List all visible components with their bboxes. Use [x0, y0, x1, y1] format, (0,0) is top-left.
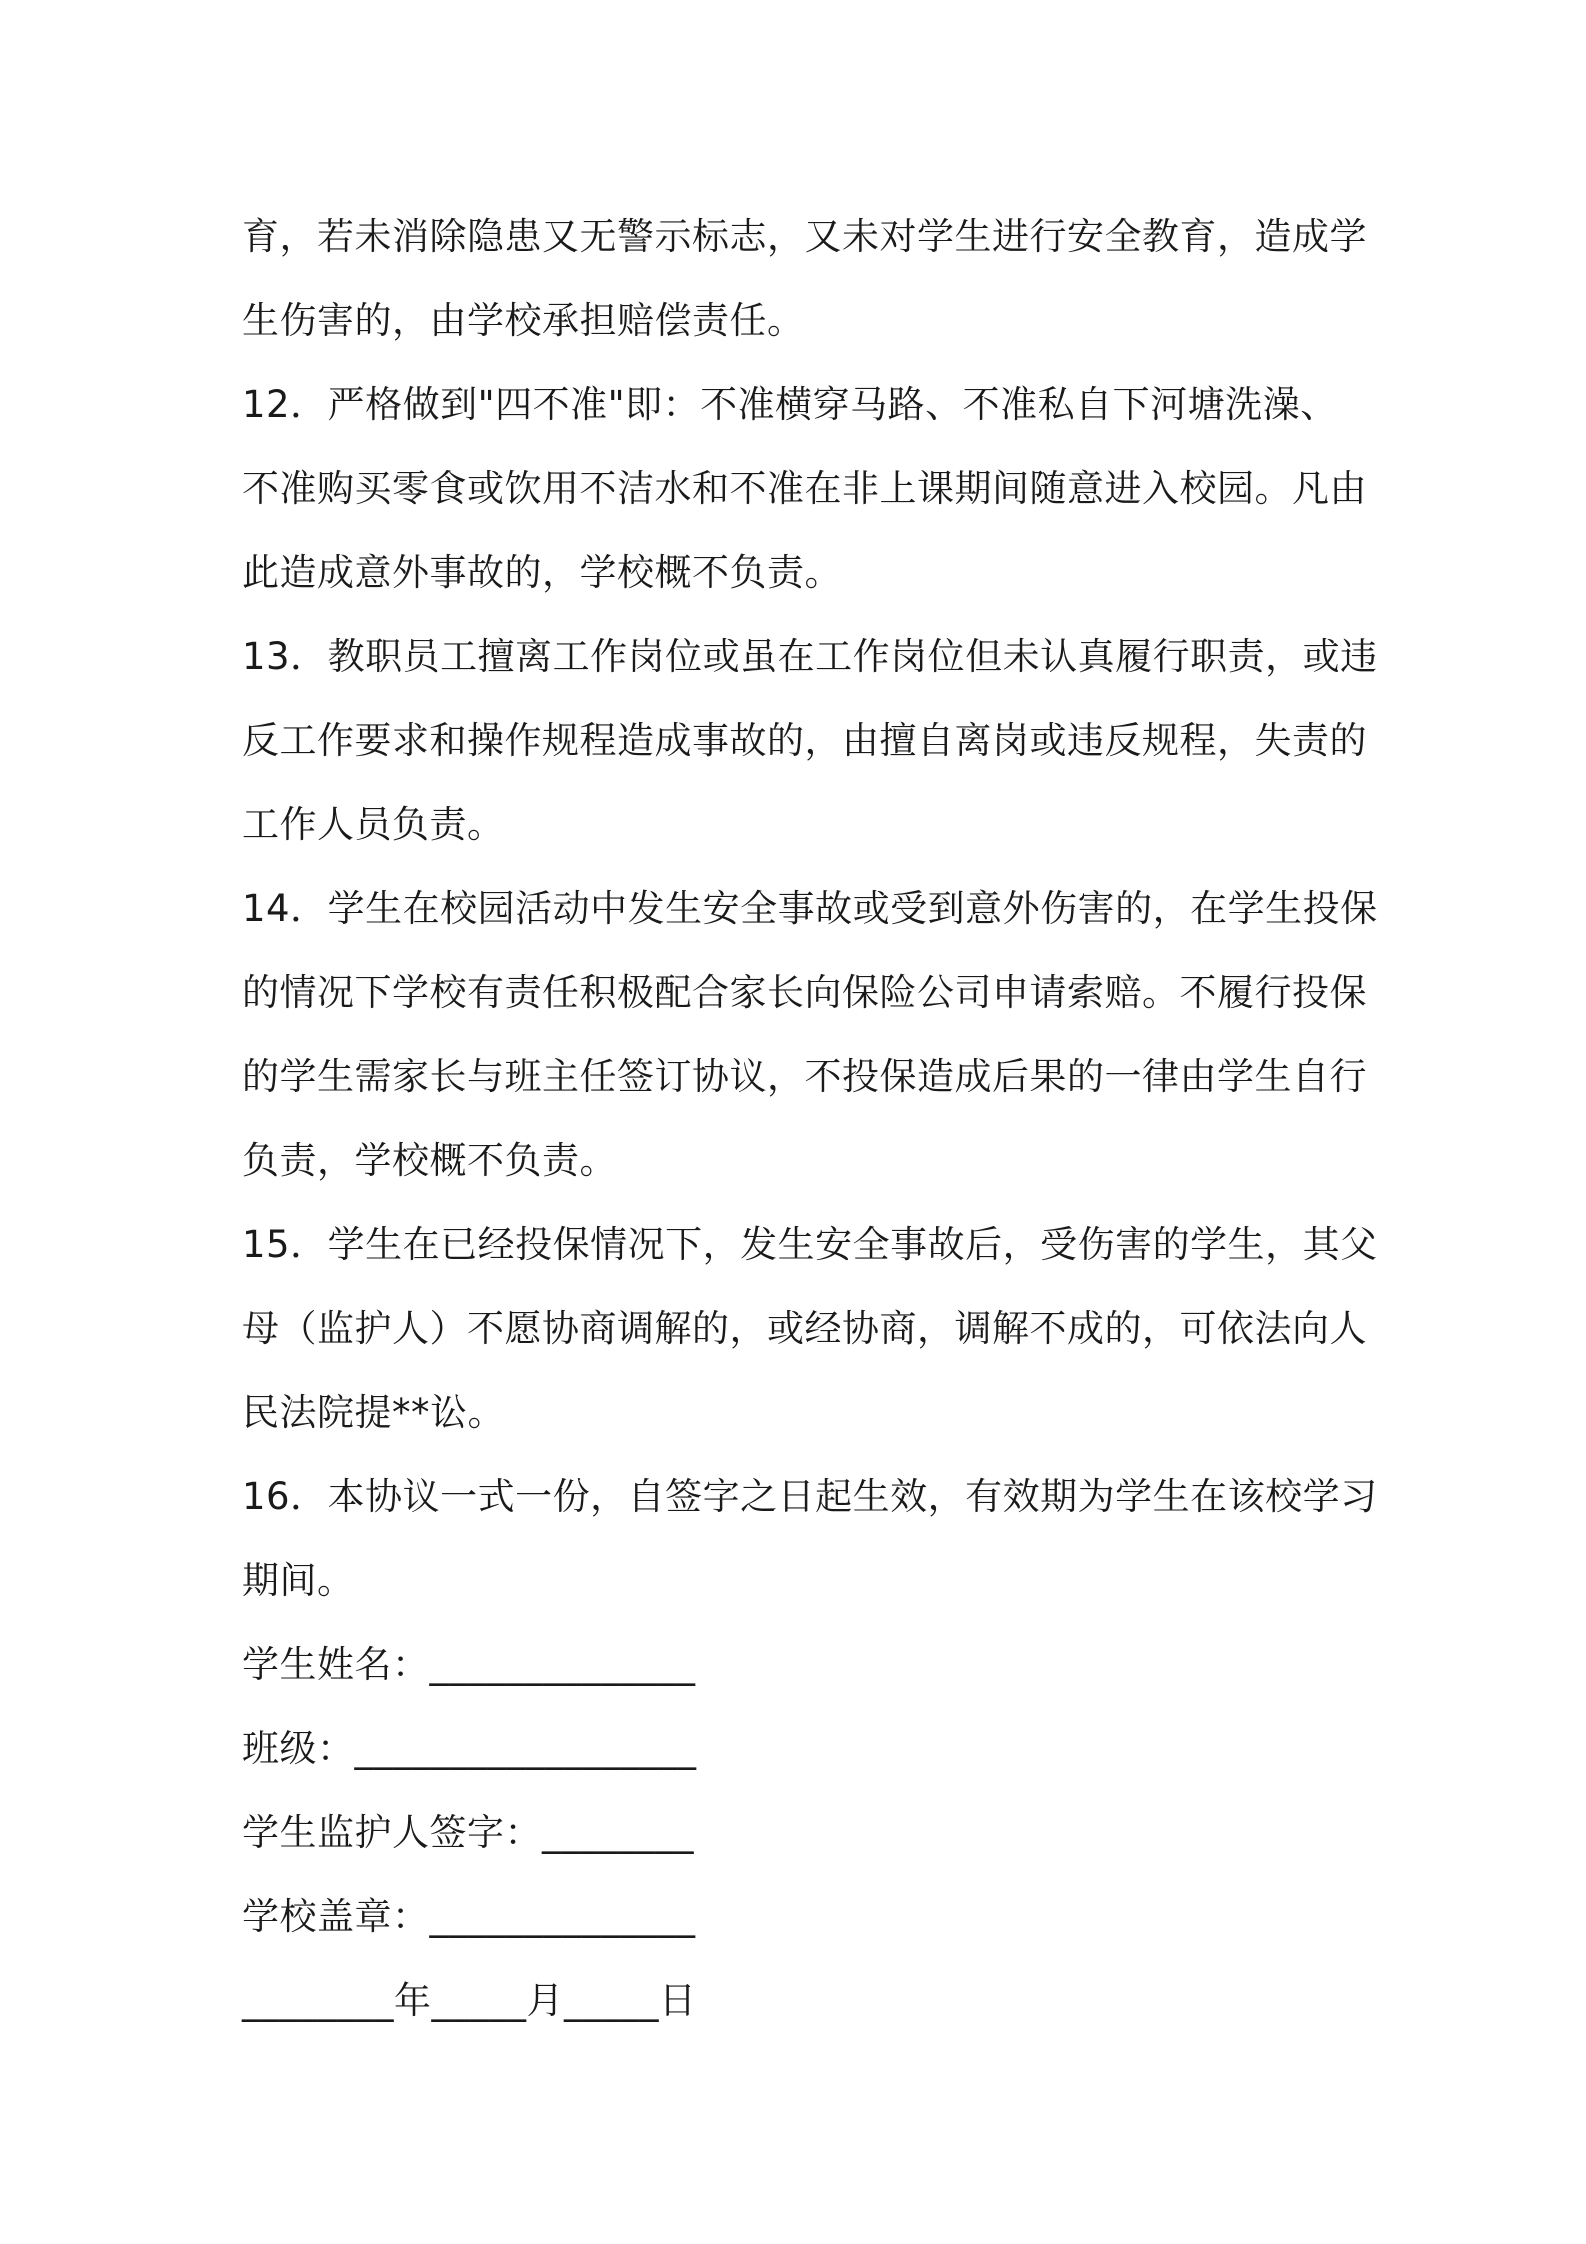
text-line: 母（监护人）不愿协商调解的，或经协商，调解不成的，可依法向人	[242, 1307, 1367, 1350]
document-body	[242, 195, 1378, 2043]
text-line: 民法院提**讼。	[242, 1391, 505, 1434]
school-seal-field: 学校盖章：______________	[242, 1895, 696, 1938]
text-line: 生伤害的，由学校承担赔偿责任。	[242, 299, 805, 342]
text-line: 负责，学校概不负责。	[242, 1139, 617, 1182]
student-name-field: 学生姓名：______________	[242, 1643, 696, 1686]
class-field: 班级：__________________	[242, 1727, 697, 1770]
clause-13-line: 13．教职员工擅离工作岗位或虽在工作岗位但未认真履行职责，或违	[242, 635, 1378, 678]
text-line: 此造成意外事故的，学校概不负责。	[242, 551, 842, 594]
text-line: 工作人员负责。	[242, 803, 505, 846]
text-line: 不准购买零食或饮用不洁水和不准在非上课期间随意进入校园。凡由	[242, 467, 1367, 510]
clause-16-line: 16．本协议一式一份，自签字之日起生效，有效期为学生在该校学习	[242, 1475, 1378, 1518]
date-field: ________年_____月_____日	[242, 1979, 697, 2022]
text-line: 育，若未消除隐患又无警示标志，又未对学生进行安全教育，造成学	[242, 215, 1367, 258]
clause-12-line: 12．严格做到"四不准"即：不准横穿马路、不准私自下河塘洗澡、	[242, 383, 1338, 426]
text-line: 的学生需家长与班主任签订协议，不投保造成后果的一律由学生自行	[242, 1055, 1367, 1098]
guardian-signature-field: 学生监护人签字：________	[242, 1811, 694, 1854]
text-line: 期间。	[242, 1559, 355, 1602]
clause-14-line: 14．学生在校园活动中发生安全事故或受到意外伤害的，在学生投保	[242, 887, 1378, 930]
text-line: 的情况下学校有责任积极配合家长向保险公司申请索赔。不履行投保	[242, 971, 1367, 1014]
text-line: 反工作要求和操作规程造成事故的，由擅自离岗或违反规程，失责的	[242, 719, 1367, 762]
clause-15-line: 15．学生在已经投保情况下，发生安全事故后，受伤害的学生，其父	[242, 1223, 1378, 1266]
